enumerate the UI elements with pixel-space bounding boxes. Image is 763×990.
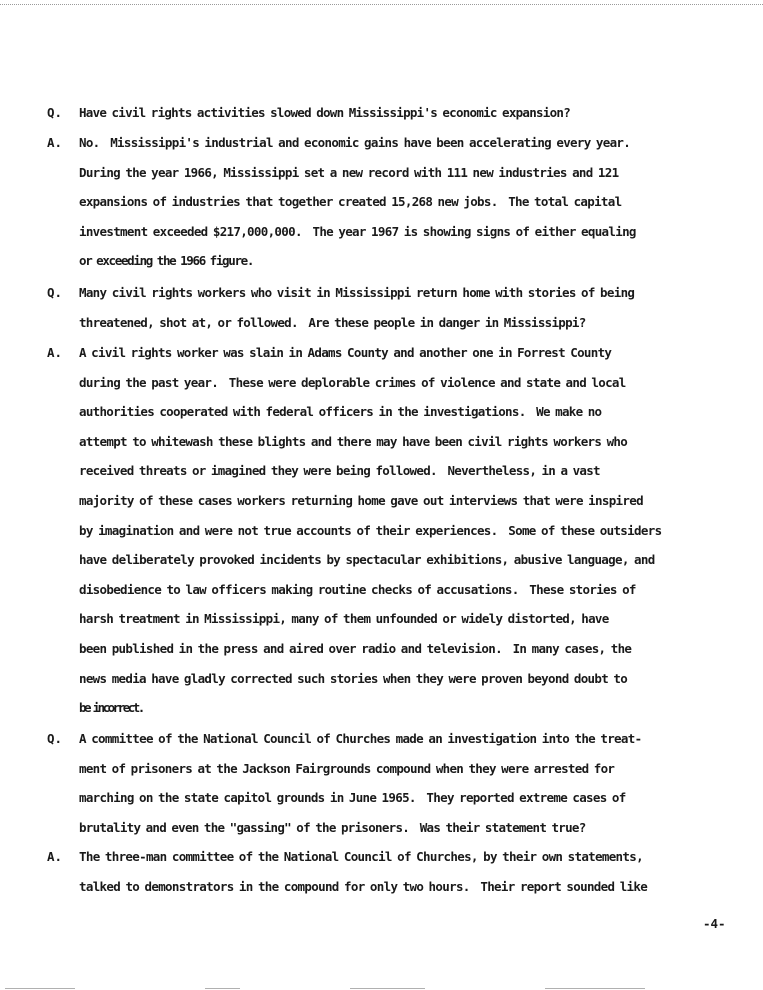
question-marker: Q. [47, 285, 63, 300]
text-line: been published in the press and aired over radio and television. In many cases, the [79, 640, 632, 656]
text-line: expansions of industries that together created 15,268 new jobs. The total capital [79, 194, 622, 210]
bottom-rule [545, 988, 645, 989]
text-line: harsh treatment in Mississippi, many of them unfounded or widely distorted, have [79, 611, 609, 627]
text-line: majority of these cases workers returning home gave out interviews that were inspired [79, 492, 643, 508]
text-line: A committee of the National Council of Churches made an investigation into the treat- [79, 731, 642, 746]
text-line: marching on the state capitol grounds in June 1965. They reported extreme cases of [79, 790, 626, 806]
question-block [0, 278, 763, 337]
question-marker: Q. [47, 731, 63, 746]
bottom-rule [350, 988, 425, 989]
text-line: A civil rights worker was slain in Adams County and another one in Forrest County [79, 345, 612, 360]
text-line: received threats or imagined they were being followed. Nevertheless, in a vast [79, 463, 600, 479]
text-line: Have civil rights activities slowed down Mississippi's economic expansion? [79, 105, 570, 120]
text-line: during the past year. These were deplorable crimes of violence and state and local [79, 374, 626, 390]
text-line: talked to demonstrators in the compound for only two hours. Their report sounded like [79, 878, 648, 894]
text-line: investment exceeded $217,000,000. The year 1967 is showing signs of either equaling [79, 223, 636, 239]
text-line: be incorrect. [79, 700, 143, 716]
text-line: threatened, shot at, or followed. Are these people in danger in Mississippi? [79, 314, 586, 330]
question-block [0, 724, 763, 842]
page-number: -4- [703, 916, 726, 931]
text-line: The three-man committee of the National Council of Churches, by their own statements, [79, 849, 643, 864]
answer-marker: A. [47, 849, 63, 864]
text-line: by imagination and were not true accounts of their experiences. Some of these outsiders [79, 522, 662, 538]
text-line: brutality and even the "gassing" of the prisoners. Was their statement true? [79, 819, 586, 835]
question-marker: Q. [47, 105, 63, 120]
top-dotted-rule [0, 4, 763, 5]
answer-block [0, 842, 763, 901]
text-line: ment of prisoners at the Jackson Fairgrounds compound when they were arrested for [79, 760, 615, 776]
answer-block [0, 338, 763, 723]
answer-block [0, 128, 763, 276]
text-line: news media have gladly corrected such stories when they were proven beyond doubt to [79, 670, 628, 686]
text-line: No. Mississippi's industrial and economic gains have been accelerating every year. [79, 135, 631, 150]
text-line: have deliberately provoked incidents by spectacular exhibitions, abusive language, and [79, 552, 655, 568]
text-line: Many civil rights workers who visit in Mississippi return home with stories of being [79, 285, 635, 300]
text-line: or exceeding the 1966 figure. [79, 253, 254, 269]
text-line: disobedience to law officers making routine checks of accusations. These stories of [79, 581, 636, 597]
bottom-rule [5, 988, 75, 989]
answer-marker: A. [47, 135, 63, 150]
question-block [0, 98, 763, 128]
bottom-rule [205, 988, 240, 989]
text-line: authorities cooperated with federal officers in the investigations. We make no [79, 404, 602, 420]
answer-marker: A. [47, 345, 63, 360]
text-line: attempt to whitewash these blights and there may have been civil rights workers who [79, 433, 628, 449]
text-line: During the year 1966, Mississippi set a new record with 111 new industries and 121 [79, 164, 619, 180]
